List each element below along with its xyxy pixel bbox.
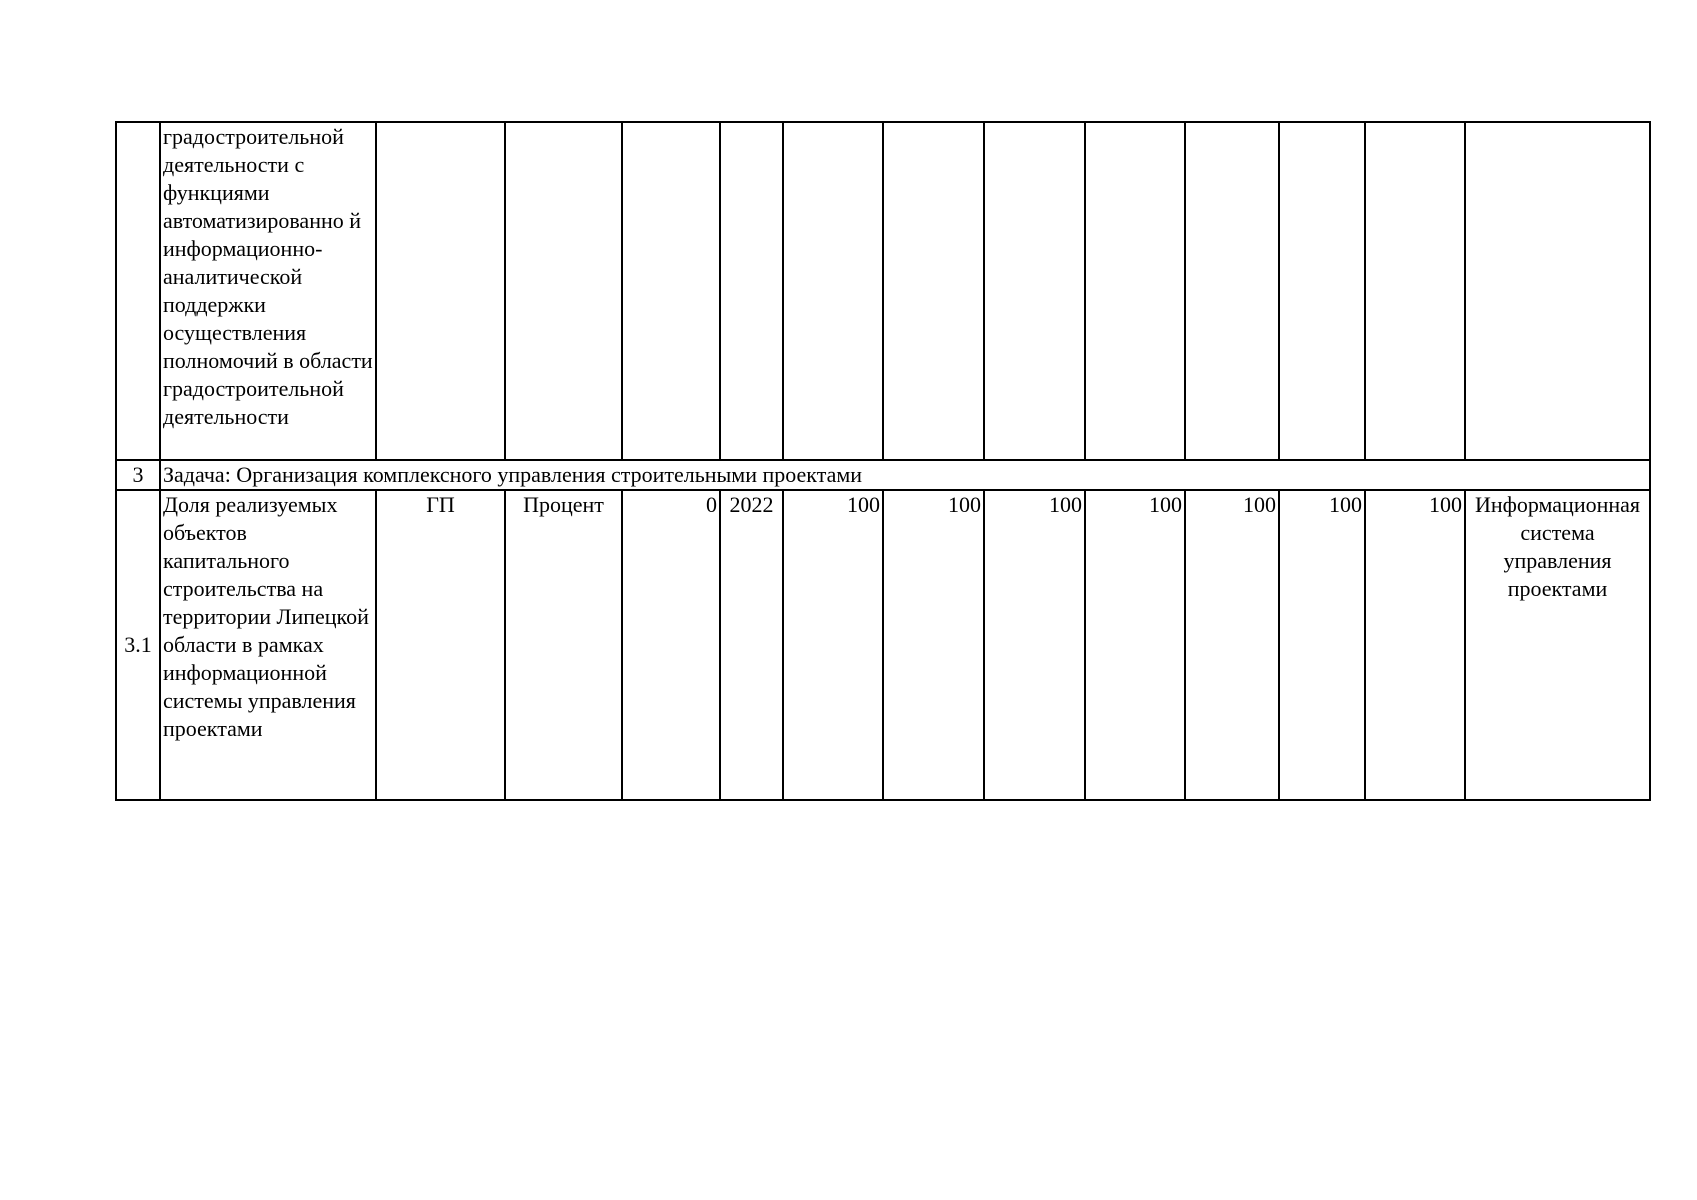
task-title-cell: Задача: Организация комплексного управления строительными проектами bbox=[160, 460, 1650, 490]
unit-cell bbox=[505, 122, 622, 460]
year-value-cell bbox=[1085, 122, 1185, 460]
row-number-cell: 3.1 bbox=[116, 490, 160, 800]
task-number-cell: 3 bbox=[116, 460, 160, 490]
row-number-cell bbox=[116, 122, 160, 460]
year-value-cell bbox=[1185, 122, 1279, 460]
indicators-table bbox=[115, 121, 1651, 801]
year-value-cell: 100 bbox=[883, 490, 984, 800]
indicator-name-cell: Доля реализуемых объектов капитального строительства на территории Липецкой области в рамках информационной системы управления проектами bbox=[160, 490, 376, 800]
year-value-cell: 100 bbox=[1085, 490, 1185, 800]
info-system-cell: Информационная система управления проектами bbox=[1465, 490, 1650, 800]
source-cell: ГП bbox=[376, 490, 505, 800]
year-value-cell: 100 bbox=[1279, 490, 1365, 800]
base-value-cell: 0 bbox=[622, 490, 720, 800]
year-value-cell bbox=[1365, 122, 1465, 460]
base-year-cell: 2022 bbox=[720, 490, 783, 800]
year-value-cell bbox=[883, 122, 984, 460]
table-row bbox=[116, 122, 1650, 460]
year-value-cell: 100 bbox=[984, 490, 1085, 800]
source-cell bbox=[376, 122, 505, 460]
year-value-cell bbox=[1279, 122, 1365, 460]
base-value-cell bbox=[622, 122, 720, 460]
info-system-cell bbox=[1465, 122, 1650, 460]
table-row bbox=[116, 490, 1650, 800]
year-value-cell: 100 bbox=[1365, 490, 1465, 800]
year-value-cell: 100 bbox=[783, 490, 883, 800]
unit-cell: Процент bbox=[505, 490, 622, 800]
year-value-cell bbox=[783, 122, 883, 460]
year-value-cell: 100 bbox=[1185, 490, 1279, 800]
base-year-cell bbox=[720, 122, 783, 460]
year-value-cell bbox=[984, 122, 1085, 460]
task-row bbox=[116, 460, 1650, 490]
indicator-name-cell: градостроительной деятельности с функциями автоматизированно й информационно-аналитической поддержки осуществления полномочий в области градостроительной деятельности bbox=[160, 122, 376, 460]
